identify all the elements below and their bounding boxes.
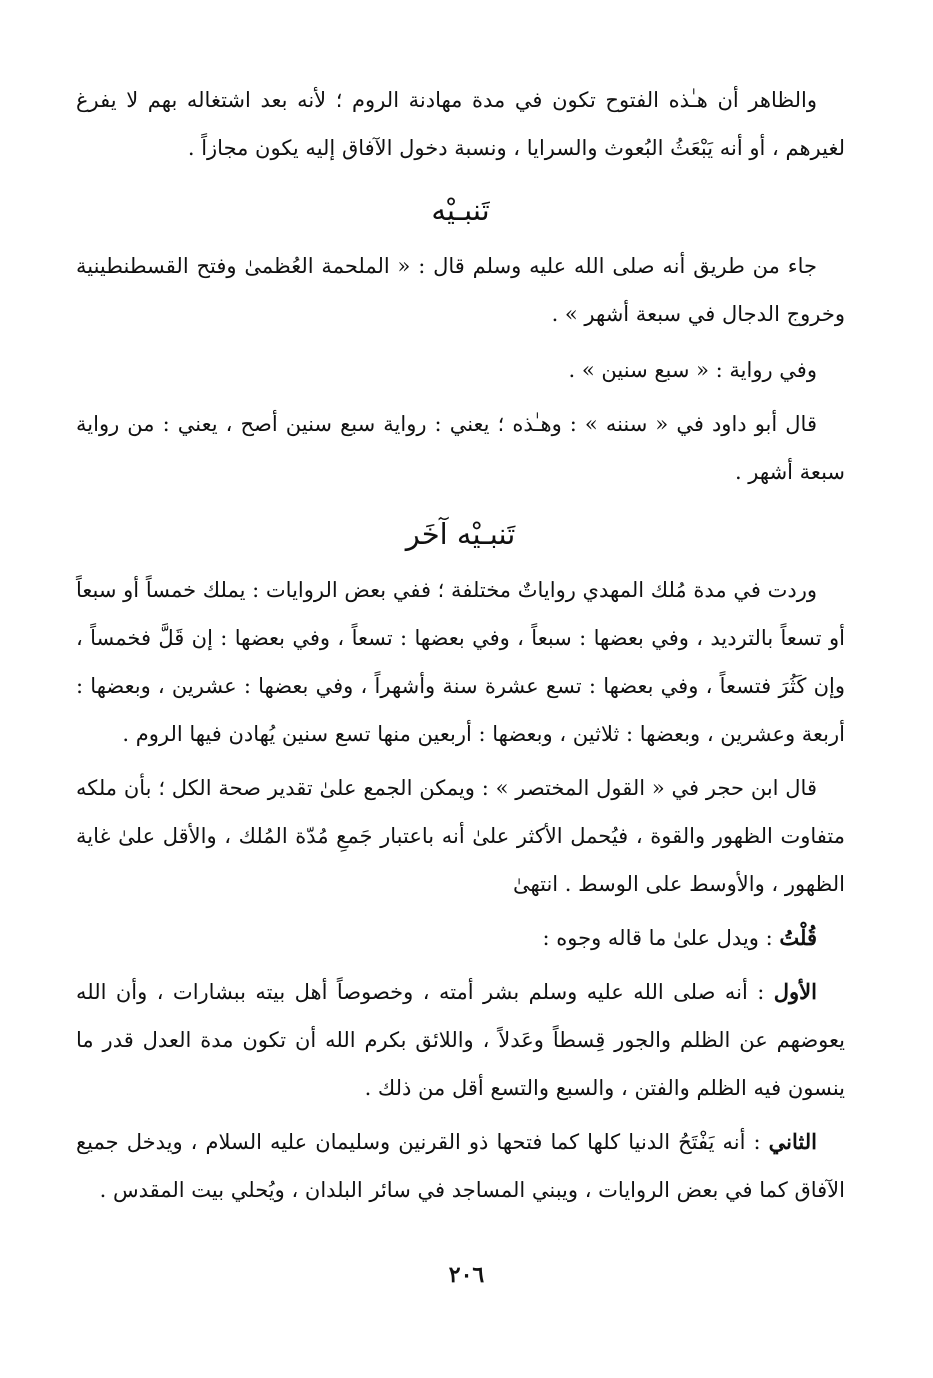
paragraph-7-lead: قُلْتُ <box>779 925 817 950</box>
paragraph-9-text: : أنه يَفْتَحُ الدنيا كلها كما فتحها ذو القرنين وسليمان عليه السلام ، ويدخل جميع الآفاق كما في بعض الروايات ، ويبني المساجد في سائر البلدان ، ويُحلي بيت المقدس . <box>76 1130 845 1202</box>
paragraph-1: والظاهر أن هـٰذه الفتوح تكون في مدة مهادنة الروم ؛ لأنه بعد اشتغاله بهم لا يفرغ لغيرهم ، أو أنه يَبْعَثُ البُعوث والسرايا ، ونسبة دخول الآفاق إليه يكون مجازاً . <box>76 88 845 160</box>
paragraph-8-text: : أنه صلى الله عليه وسلم بشر أمته ، وخصوصاً أهل بيته ببشارات ، وأن الله يعوضهم عن الظلم والجور قِسطاً وعَدلاً ، واللائق بكرم الله أن تكون مدة العدل قدر ما ينسون فيه الظلم والفتن ، والسبع والتسع أقل من ذلك . <box>76 980 845 1100</box>
paragraph-8-lead: الأول <box>773 979 817 1004</box>
heading-tanbih: تَنبـيْه <box>431 193 490 227</box>
heading-tanbih-akhar: تَنبـيْه آخَر <box>405 517 516 551</box>
paragraph-9 <box>76 1118 845 1214</box>
paragraph-6: قال ابن حجر في « القول المختصر » : ويمكن الجمع علىٰ تقدير صحة الكل ؛ بأن ملكه متفاوت الظهور والقوة ، فيُحمل الأكثر علىٰ أنه باعتبار جَمعِ مُدّة المُلك ، والأقل علىٰ غاية الظهور ، والأوسط على الوسط . انتهىٰ <box>76 776 845 896</box>
paragraph-7 <box>76 914 845 962</box>
paragraph-2: جاء من طريق أنه صلى الله عليه وسلم قال : « الملحمة العُظمىٰ وفتح القسطنطينية وخروج الدجال في سبعة أشهر » . <box>76 254 845 326</box>
paragraph-4: قال أبو داود في « سننه » : وهـٰذه ؛ يعني : رواية سبع سنين أصح ، يعني : من رواية سبعة أشهر . <box>76 412 845 484</box>
paragraph-8 <box>76 968 845 1112</box>
paragraph-9-lead: الثاني <box>768 1129 817 1154</box>
paragraph-3: وفي رواية : « سبع سنين » . <box>568 358 817 382</box>
paragraph-7-text: : ويدل علىٰ ما قاله وجوه : <box>542 926 780 950</box>
page-number: ٢٠٦ <box>448 1262 485 1288</box>
paragraph-5: وردت في مدة مُلك المهدي رواياتٌ مختلفة ؛ ففي بعض الروايات : يملك خمساً أو سبعاً أو تسعاً بالترديد ، وفي بعضها : سبعاً ، وفي بعضها : تسعاً ، وفي بعضها : إن قَلَّ فخمساً ، وإن كَثُرَ فتسعاً ، وفي بعضها : تسع عشرة سنة وأشهراً ، وفي بعضها : عشرين ، وبعضها : أربعة وعشرين ، وبعضها : ثلاثين ، وبعضها : أربعين منها تسع سنين يُهادن فيها الروم . <box>76 578 845 746</box>
